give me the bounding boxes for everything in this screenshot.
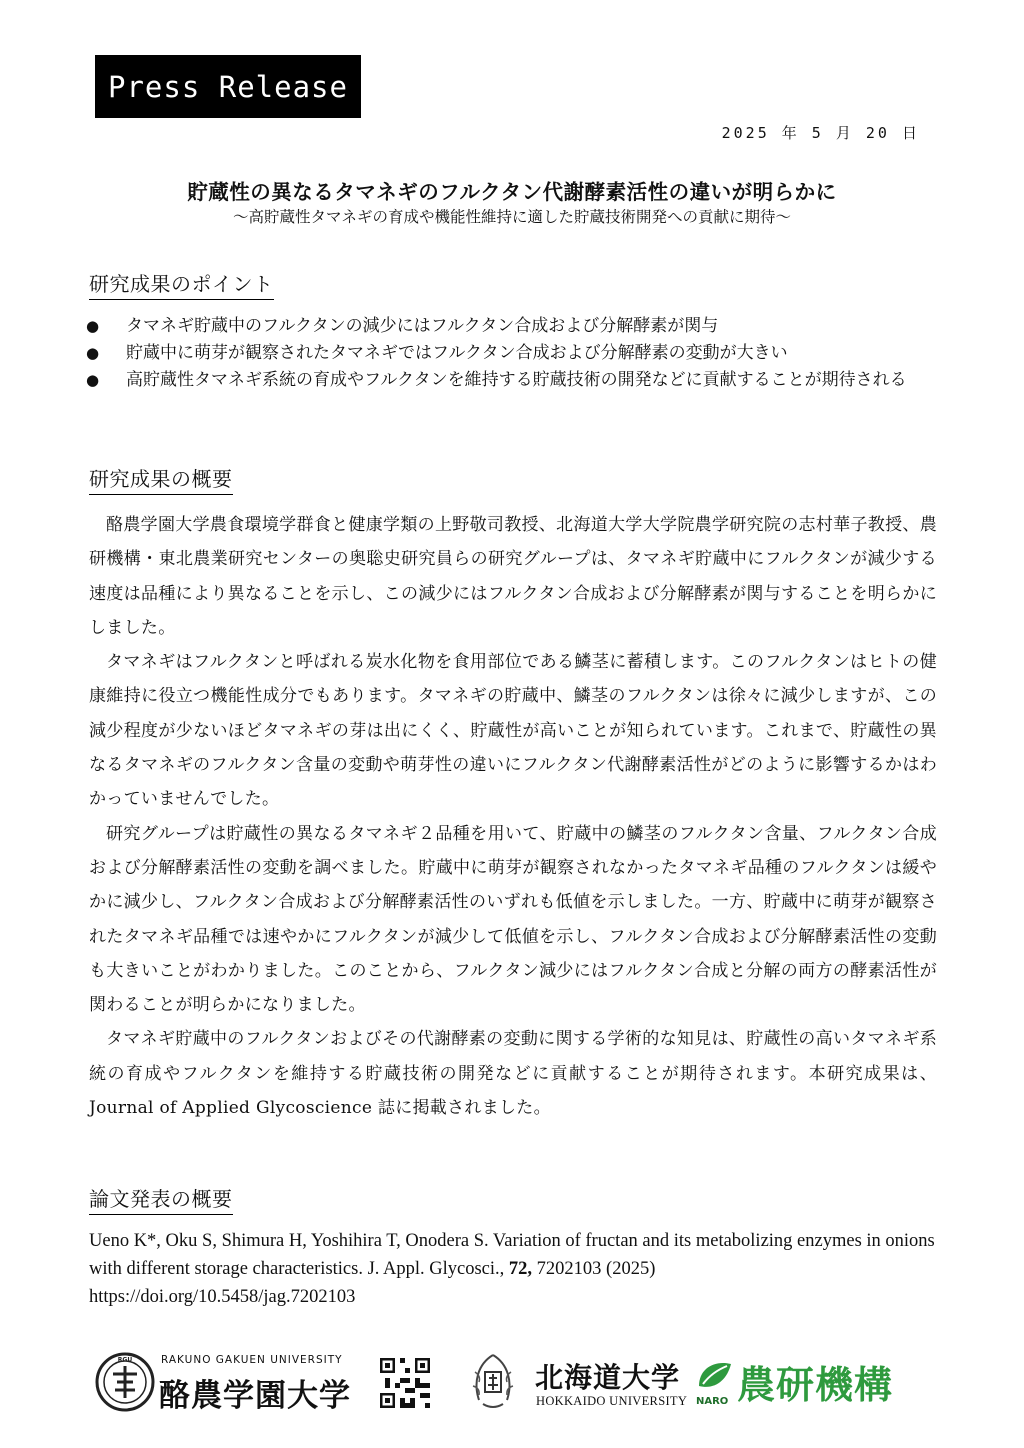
summary-paragraph: 酪農学園大学農食環境学群食と健康学類の上野敬司教授、北海道大学大学院農学研究院の志村華子教授、農研機構・東北農業研究センターの奥聡史研究員らの研究グループは、タマネギ貯蔵中にフルクタンが減少する速度は品種により異なることを示し、この減少にはフルクタン合成および分解酵素が関与することを明らかにしました。 (89, 515, 937, 638)
rakuno-name-en: RAKUNO GAKUEN UNIVERSITY (161, 1354, 343, 1366)
section-heading-points: 研究成果のポイント (89, 268, 274, 300)
naro-name-jp: 農研機構 (737, 1363, 894, 1407)
rakuno-seal-text: RGU (117, 1356, 133, 1364)
list-item: ● 貯蔵中に萌芽が観察されたタマネギではフルクタン合成および分解酵素の変動が大きい (86, 340, 936, 367)
page-subtitle: ～高貯蔵性タマネギの育成や機能性維持に適した貯蔵技術開発への貢献に期待～ (232, 208, 791, 226)
naro-name-en: NARO (696, 1396, 729, 1407)
summary-paragraph: 研究グループは貯蔵性の異なるタマネギ２品種を用いて、貯蔵中の鱗茎のフルクタン含量、フルクタン合成および分解酵素活性の変動を調べました。貯蔵中に萌芽が観察されなかったタマネギ品種のフルクタンは緩やかに減少し、フルクタン合成および分解酵素活性のいずれも低値を示しました。一方、貯蔵中に萌芽が観察されたタマネギ品種では速やかにフルクタンが減少して低値を示し、フルクタン合成および分解酵素活性の変動も大きいことがわかりました。このことから、フルクタン減少にはフルクタン合成と分解の両方の酵素活性が関わることが明らかになりました。 (89, 823, 937, 1016)
hokudai-emblem-icon (463, 1352, 523, 1414)
naro-leaf-icon (695, 1356, 735, 1396)
rakuno-seal-icon (95, 1352, 155, 1412)
doi-link[interactable]: https://doi.org/10.5458/jag.7202103 (89, 1287, 356, 1307)
summary-paragraph: タマネギはフルクタンと呼ばれる炭水化物を食用部位である鱗茎に蓄積します。このフルクタンはヒトの健康維持に役立つ機能性成分でもあります。タマネギの貯蔵中、鱗茎のフルクタンは徐々に減少しますが、この減少程度が少ないほどタマネギの芽は出にくく、貯蔵性が高いことが知られています。これまで、貯蔵性の異なるタマネギのフルクタン含量の変動や萌芽性の違いにフルクタン代謝酵素活性がどのように影響するかはわかっていませんでした。 (89, 652, 937, 810)
rakuno-name-jp: 酪農学園大学 (159, 1378, 351, 1414)
summary-paragraph: タマネギ貯蔵中のフルクタンおよびその代謝酵素の変動に関する学術的な知見は、貯蔵性の高いタマネギ系統の育成やフルクタンを維持する貯蔵技術の開発などに貢献することが期待されます。本研究成果は、Journal of Applied Glycoscience 誌に掲載されました。 (89, 1029, 937, 1119)
citation-volume: 72, (508, 1259, 533, 1279)
list-item: ● タマネギ貯蔵中のフルクタンの減少にはフルクタン合成および分解酵素が関与 (86, 313, 936, 340)
section-heading-paper: 論文発表の概要 (89, 1183, 233, 1215)
points-list (86, 313, 936, 394)
citation-pages: 7202103 (2025) (532, 1259, 656, 1279)
hokudai-name-en: HOKKAIDO UNIVERSITY (536, 1394, 688, 1408)
page-title: 貯蔵性の異なるタマネギのフルクタン代謝酵素活性の違いが明らかに (187, 180, 837, 204)
summary-body (89, 508, 937, 1125)
press-release-badge: Press Release (95, 55, 361, 118)
citation-text: Ueno K*, Oku S, Shimura H, Yoshihira T, Onodera S. Variation of fructan and its metabolizing enzymes in onions with different storage characteristics. J. Appl. Glycosci., (89, 1231, 935, 1279)
qr-code-icon[interactable] (380, 1358, 430, 1408)
section-heading-summary: 研究成果の概要 (89, 463, 233, 495)
release-date: 2025 年 5 月 20 日 (721, 124, 920, 142)
logo-footer (95, 1350, 935, 1420)
paper-citation (89, 1227, 939, 1311)
list-item: ● 高貯蔵性タマネギ系統の育成やフルクタンを維持する貯蔵技術の開発などに貢献することが期待される (86, 367, 936, 394)
hokudai-name-jp: 北海道大学 (535, 1361, 681, 1394)
